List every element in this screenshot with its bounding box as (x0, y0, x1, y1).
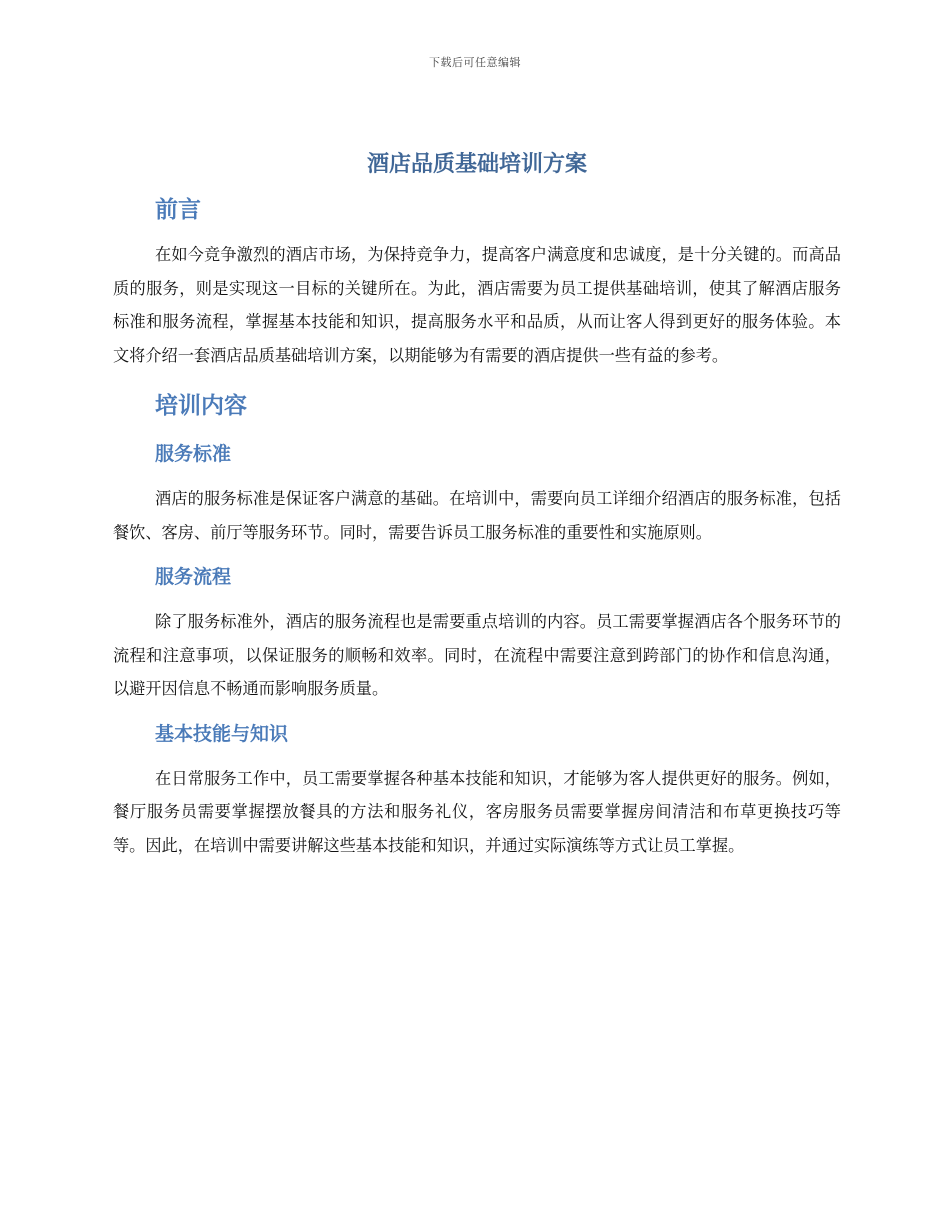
paragraph-service-process: 除了服务标准外，酒店的服务流程也是需要重点培训的内容。员工需要掌握酒店各个服务环节的流程和注意事项，以保证服务的顺畅和效率。同时，在流程中需要注意到跨部门的协作和信息沟通，以避开因信息不畅通而影响服务质量。 (113, 612, 841, 698)
subsection-heading-service-process: 服务流程 (155, 566, 232, 588)
page-header-note: 下载后可任意编辑 (429, 56, 521, 69)
document-body (113, 148, 841, 862)
paragraph-basic-skills: 在日常服务工作中，员工需要掌握各种基本技能和知识，才能够为客人提供更好的服务。例如，餐厅服务员需要掌握摆放餐具的方法和服务礼仪，客房服务员需要掌握房间清洁和布草更换技巧等等。因此，在培训中需要讲解这些基本技能和知识，并通过实际演练等方式让员工掌握。 (113, 768, 841, 855)
paragraph-service-standard: 酒店的服务标准是保证客户满意的基础。在培训中，需要向员工详细介绍酒店的服务标准，包括餐饮、客房、前厅等服务环节。同时，需要告诉员工服务标准的重要性和实施原则。 (113, 489, 841, 542)
document-title: 酒店品质基础培训方案 (366, 152, 587, 177)
paragraph-preface: 在如今竞争激烈的酒店市场，为保持竞争力，提高客户满意度和忠诚度，是十分关键的。而高品质的服务，则是实现这一目标的关键所在。为此，酒店需要为员工提供基础培训，使其了解酒店服务标准和服务流程，掌握基本技能和知识，提高服务水平和品质，从而让客人得到更好的服务体验。本文将介绍一套酒店品质基础培训方案，以期能够为有需要的酒店提供一些有益的参考。 (113, 245, 841, 365)
subsection-heading-basic-skills: 基本技能与知识 (155, 722, 289, 745)
section-heading-training: 培训内容 (155, 393, 247, 419)
subsection-heading-service-standard: 服务标准 (155, 443, 232, 465)
section-heading-preface: 前言 (155, 197, 201, 223)
